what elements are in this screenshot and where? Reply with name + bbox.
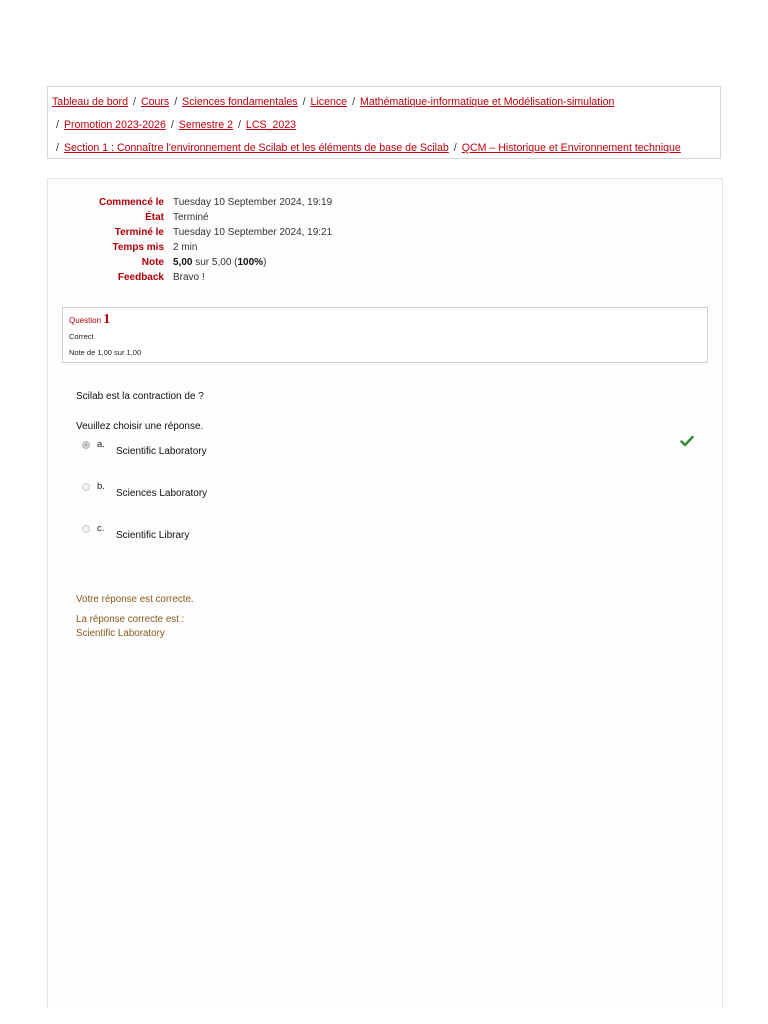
summary-time-label: Temps mis <box>112 242 164 253</box>
breadcrumb-separator: / <box>237 119 241 131</box>
summary-started-value: Tuesday 10 September 2024, 19:19 <box>173 197 333 208</box>
feedback-correct-label: La réponse correcte est : <box>76 614 185 625</box>
summary-started-label: Commencé le <box>98 197 164 208</box>
summary-finished-value: Tuesday 10 September 2024, 19:21 <box>173 227 333 238</box>
question-title-prefix: Question <box>69 316 102 325</box>
radio-b[interactable] <box>82 483 90 491</box>
option-text-c: Scientific Library <box>116 530 190 541</box>
breadcrumb-link-math-info[interactable]: Mathématique-informatique et Modélisation-simulation <box>360 96 615 108</box>
breadcrumb-separator: / <box>352 96 356 108</box>
breadcrumb-separator: / <box>453 142 457 154</box>
summary-finished-row <box>48 225 333 240</box>
feedback-correct-answer: Scientific Laboratory <box>76 628 165 639</box>
breadcrumb-link-sciences[interactable]: Sciences fondamentales <box>182 96 298 108</box>
breadcrumb-separator: / <box>56 119 59 131</box>
breadcrumb <box>47 86 721 159</box>
summary-feedback-row <box>48 270 205 285</box>
option-letter-a: a. <box>97 439 105 450</box>
breadcrumb-link-dashboard[interactable]: Tableau de bord <box>52 96 128 108</box>
grade-percent: 100% <box>237 257 264 268</box>
question-title <box>69 312 110 328</box>
breadcrumb-link-courses[interactable]: Cours <box>140 96 170 108</box>
summary-time-row <box>48 240 198 255</box>
option-text-b: Sciences Laboratory <box>116 488 208 499</box>
breadcrumb-link-lcs[interactable]: LCS_2023 <box>245 119 296 131</box>
summary-time-value: 2 min <box>173 242 198 253</box>
question-info-box <box>62 307 708 363</box>
check-icon <box>680 435 694 447</box>
radio-c[interactable] <box>82 525 90 533</box>
summary-state-value: Terminé <box>173 212 209 223</box>
option-text-a: Scientific Laboratory <box>116 446 207 457</box>
option-letter-c: c. <box>97 523 105 534</box>
summary-grade-value <box>173 255 266 270</box>
feedback-result: Votre réponse est correcte. <box>76 594 194 605</box>
summary-feedback-label: Feedback <box>117 272 164 283</box>
breadcrumb-line-1 <box>52 96 614 109</box>
breadcrumb-separator: / <box>170 119 174 131</box>
grade-rest: sur 5,00 ( <box>195 257 238 268</box>
question-grade: Note de 1,00 sur 1,00 <box>69 348 142 357</box>
summary-started-row <box>48 195 333 210</box>
breadcrumb-line-2 <box>56 119 296 132</box>
breadcrumb-link-qcm[interactable]: QCM – Historique et Environnement technique <box>461 142 681 154</box>
grade-close: ) <box>263 257 267 268</box>
summary-grade-label: Note <box>141 257 164 268</box>
breadcrumb-separator: / <box>132 96 136 108</box>
radio-a[interactable] <box>82 441 90 449</box>
question-text: Scilab est la contraction de ? <box>76 391 204 402</box>
answer-prompt: Veuillez choisir une réponse. <box>76 421 204 432</box>
option-letter-b: b. <box>97 481 105 492</box>
quiz-review-panel <box>47 178 723 1008</box>
breadcrumb-link-semestre[interactable]: Semestre 2 <box>178 119 233 131</box>
breadcrumb-separator: / <box>174 96 178 108</box>
summary-finished-label: Terminé le <box>114 227 164 238</box>
breadcrumb-link-promotion[interactable]: Promotion 2023-2026 <box>63 119 166 131</box>
grade-score: 5,00 <box>173 257 193 268</box>
question-state: Correct <box>69 332 94 341</box>
breadcrumb-link-licence[interactable]: Licence <box>310 96 348 108</box>
summary-grade-row <box>48 255 267 270</box>
breadcrumb-separator: / <box>302 96 306 108</box>
breadcrumb-link-section[interactable]: Section 1 : Connaître l'environnement de Scilab et les éléments de base de Scilab <box>63 142 449 154</box>
breadcrumb-line-3 <box>56 142 681 155</box>
breadcrumb-separator: / <box>56 142 59 154</box>
summary-state-label: État <box>145 212 164 223</box>
question-number: 1 <box>103 312 111 327</box>
summary-state-row <box>48 210 209 225</box>
summary-feedback-value: Bravo ! <box>173 272 205 283</box>
